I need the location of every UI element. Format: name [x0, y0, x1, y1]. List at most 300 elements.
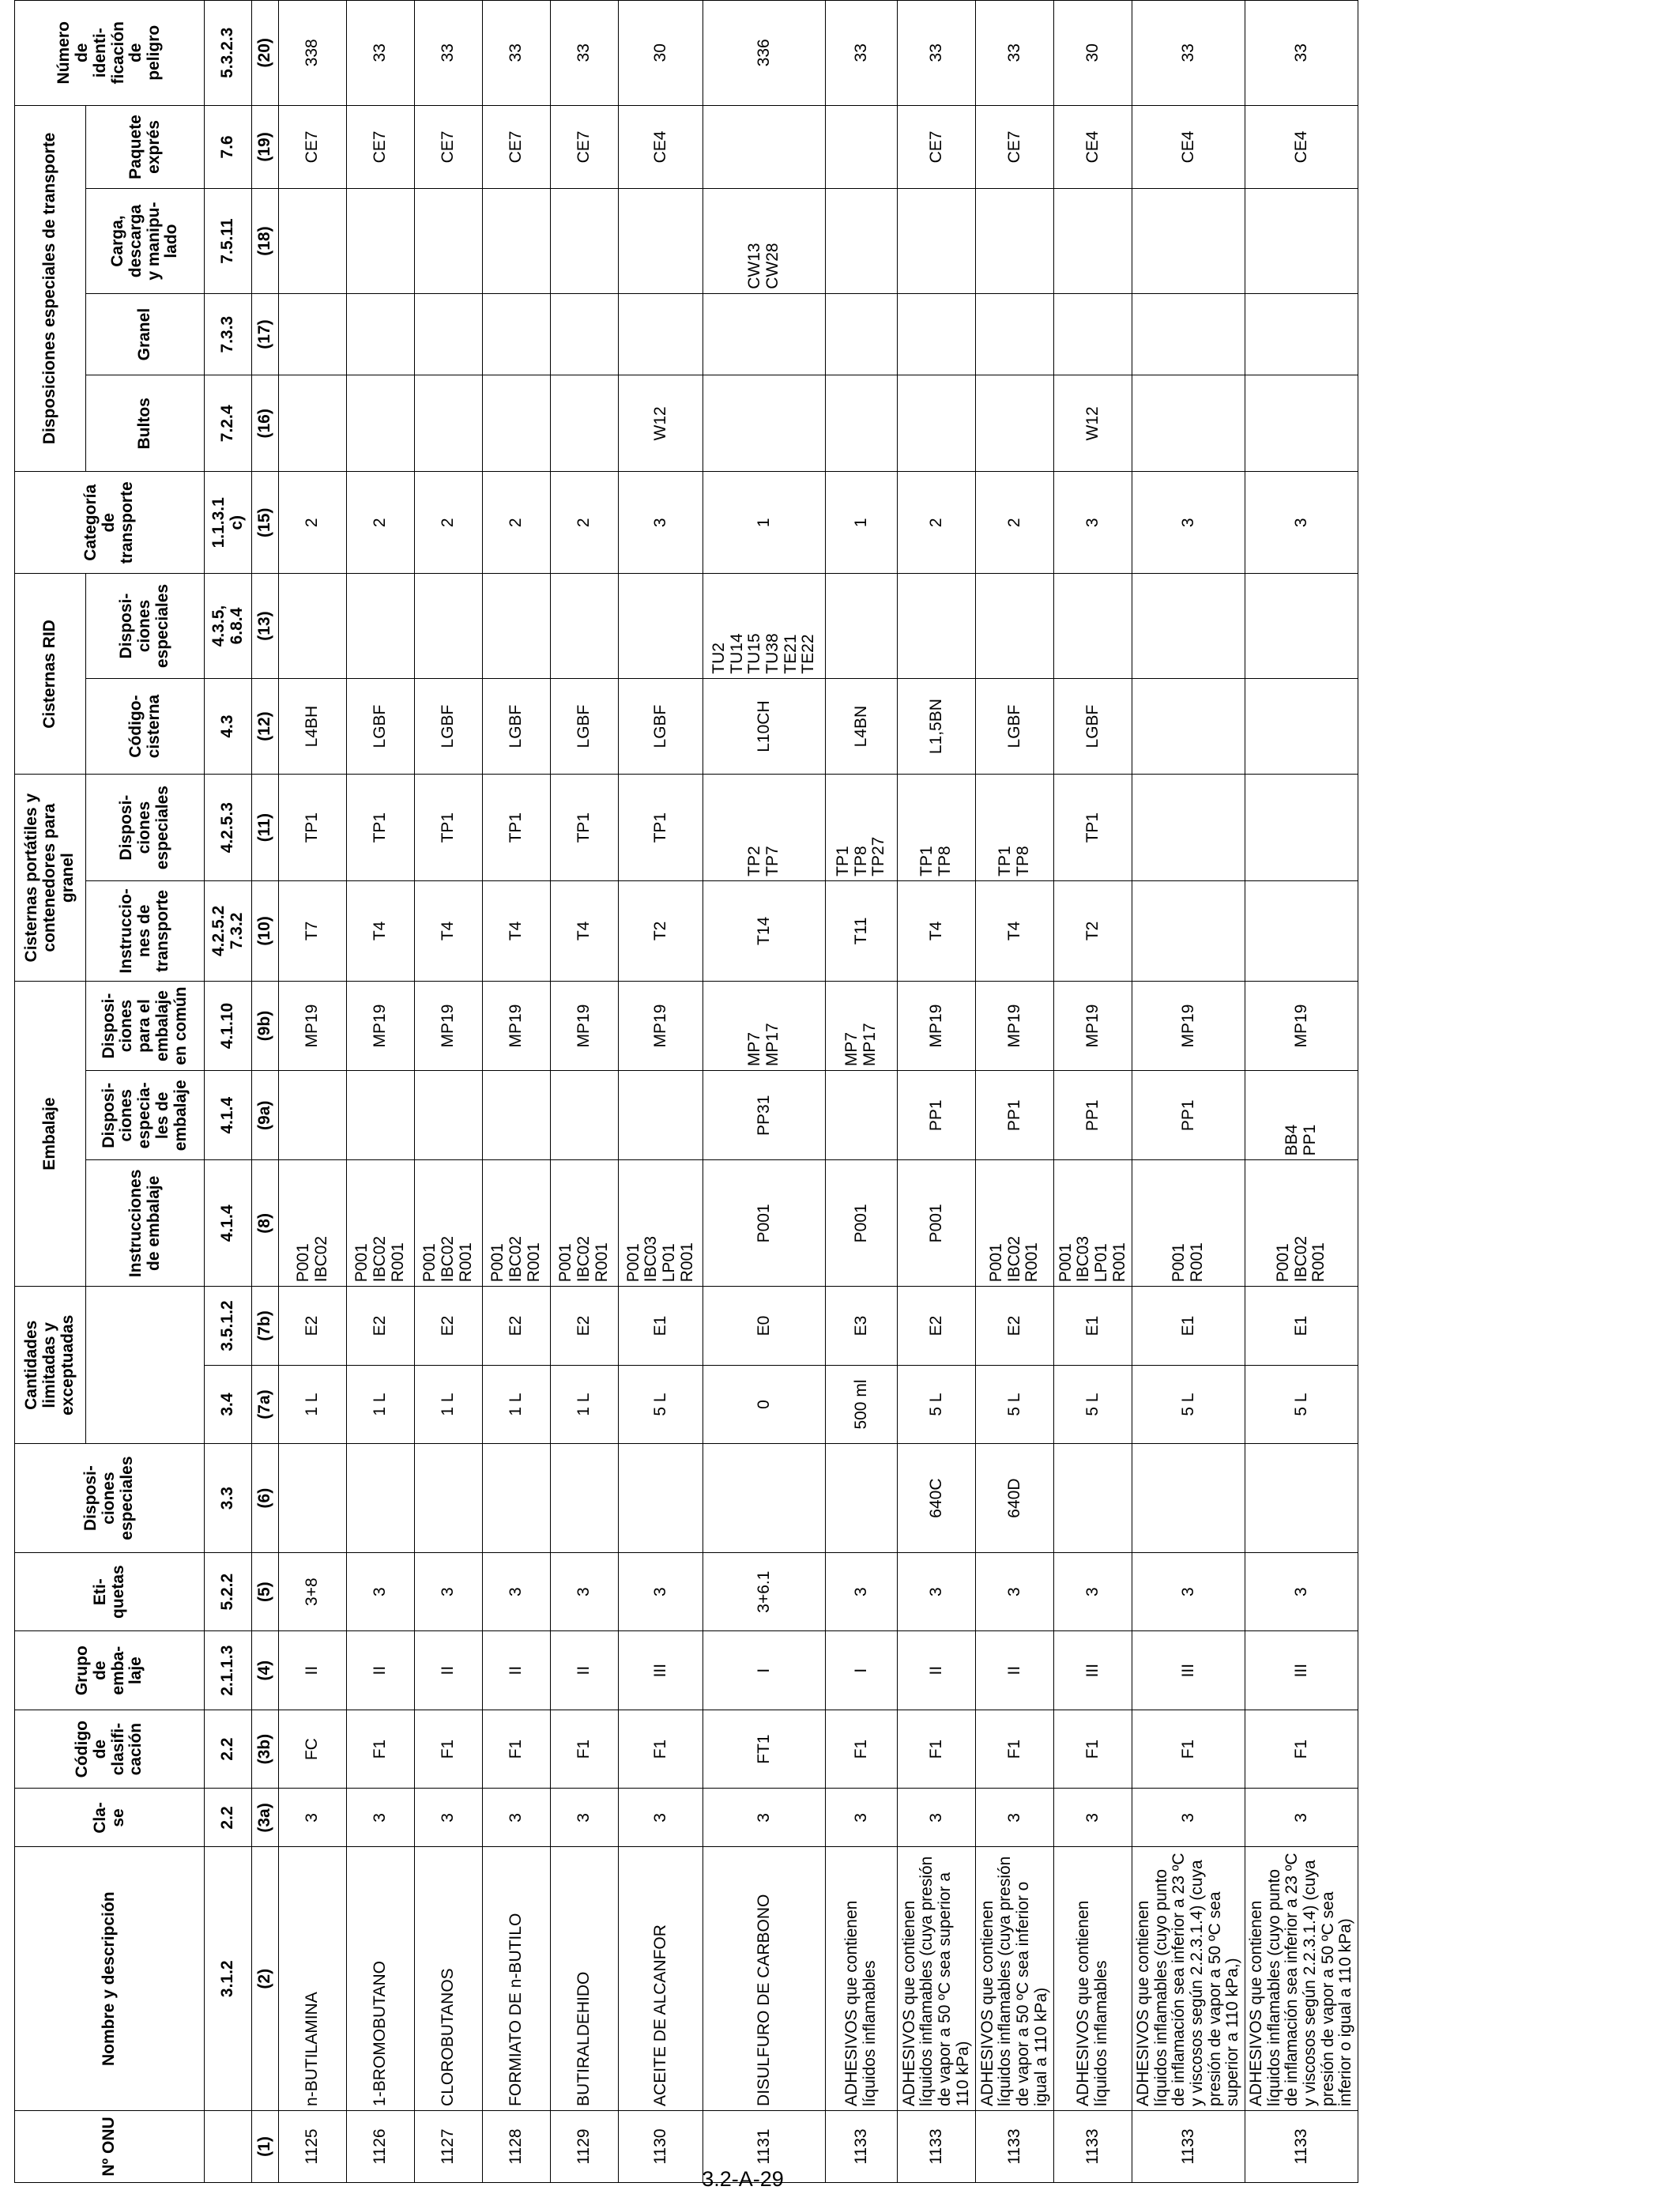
table-cell — [1132, 775, 1245, 880]
column-number-cell: (12) — [252, 678, 279, 775]
table-cell: 5 L — [1054, 1365, 1132, 1444]
table-cell — [1245, 1071, 1358, 1160]
table-cell: CE7 — [279, 105, 347, 189]
table-cell — [619, 1160, 703, 1287]
name-cell: CLOROBUTANOS — [415, 1847, 483, 2110]
table-cell: PP31 — [703, 1071, 826, 1160]
multiline-value: TP1 TP8 TP27 — [833, 836, 888, 876]
table-cell: II — [551, 1631, 619, 1710]
table-cell: E1 — [1132, 1287, 1245, 1366]
header-packaging-group: Embalaje — [15, 981, 86, 1286]
table-cell: 3 — [1054, 1789, 1132, 1847]
table-cell — [1132, 574, 1245, 678]
table-cell — [1245, 189, 1358, 293]
header-transport-category: Categoría de transporte — [15, 472, 205, 574]
table-cell: T7 — [279, 880, 347, 981]
table-cell: 2 — [415, 472, 483, 574]
table-cell: 1 — [703, 472, 826, 574]
table-cell: MP19 — [279, 981, 347, 1070]
table-cell — [619, 1444, 703, 1553]
table-cell: MP19 — [1054, 981, 1132, 1070]
table-cell: 33 — [347, 1, 415, 106]
table-cell — [976, 375, 1054, 472]
table-row — [976, 1, 1054, 2183]
column-number-cell: (13) — [252, 574, 279, 678]
table-cell — [1245, 775, 1358, 880]
column-number-cell: (19) — [252, 105, 279, 189]
table-cell: 33 — [826, 1, 898, 106]
table-cell: 3 — [703, 1789, 826, 1847]
page-number: 3.2-A-29 — [702, 2167, 784, 2191]
table-cell — [1054, 189, 1132, 293]
table-cell: 33 — [1245, 1, 1358, 106]
table-cell: FC — [279, 1710, 347, 1789]
table-cell: 3 — [826, 1552, 898, 1631]
multiline-value: P001 IBC02 R001 — [556, 1235, 611, 1283]
table-cell: 5 L — [619, 1365, 703, 1444]
multiline-value: P001 IBC02 R001 — [420, 1235, 475, 1283]
reference-cell — [205, 2110, 252, 2182]
name-cell: ADHESIVOS que contienen líquidos inflamables — [1054, 1847, 1132, 2110]
table-cell: E2 — [347, 1287, 415, 1366]
table-cell: 3 — [347, 1552, 415, 1631]
header-transport-instructions: Instruccio- nes de transporte — [86, 880, 205, 981]
table-row — [619, 1, 703, 2183]
header-special-provisions: Disposi- ciones especiales — [15, 1444, 205, 1553]
multiline-value: TP1 TP8 — [917, 846, 954, 876]
multiline-value: MP7 MP17 — [745, 1023, 782, 1067]
table-cell: CE4 — [1054, 105, 1132, 189]
table-cell — [826, 105, 898, 189]
table-cell — [483, 189, 551, 293]
table-cell: II — [898, 1631, 976, 1710]
table-cell: MP19 — [898, 981, 976, 1070]
table-cell: II — [976, 1631, 1054, 1710]
table-cell — [551, 293, 619, 375]
table-cell: 1 L — [415, 1365, 483, 1444]
table-cell: LGBF — [551, 678, 619, 775]
table-cell: 5 L — [1132, 1365, 1245, 1444]
table-cell — [279, 1071, 347, 1160]
name-cell: ADHESIVOS que contienen líquidos inflamables (cuyo punto de inflamación sea inferior a 23 ºC y viscosos según 2.2.3.1.4) (cuya presión de vapor a 50 ºC sea inferior o igual a 110 kPa) — [1245, 1847, 1358, 2110]
table-cell: W12 — [1054, 375, 1132, 472]
table-cell: II — [415, 1631, 483, 1710]
table-cell: T4 — [347, 880, 415, 981]
table-cell — [279, 574, 347, 678]
table-cell: 30 — [1054, 1, 1132, 106]
table-cell: T4 — [415, 880, 483, 981]
table-cell: F1 — [483, 1710, 551, 1789]
table-cell — [415, 293, 483, 375]
table-cell: T11 — [826, 880, 898, 981]
table-cell: 33 — [415, 1, 483, 106]
table-cell — [551, 375, 619, 472]
table-cell — [1245, 880, 1358, 981]
table-cell — [1132, 678, 1245, 775]
reference-cell: 2.2 — [205, 1710, 252, 1789]
column-number-cell: (7a) — [252, 1365, 279, 1444]
table-cell: CE4 — [1245, 105, 1358, 189]
dangerous-goods-table-rotated — [14, 0, 1355, 2183]
table-cell: 5 L — [1245, 1365, 1358, 1444]
table-cell — [826, 375, 898, 472]
table-cell: T4 — [898, 880, 976, 981]
table-cell — [483, 574, 551, 678]
table-cell — [279, 293, 347, 375]
table-cell: 338 — [279, 1, 347, 106]
table-cell: 3 — [551, 1789, 619, 1847]
table-cell — [1054, 293, 1132, 375]
reference-cell: 4.3.5, 6.8.4 — [205, 574, 252, 678]
table-cell: I — [826, 1631, 898, 1710]
reference-cell: 1.1.3.1 c) — [205, 472, 252, 574]
un-number-cell: 1133 — [1054, 2110, 1132, 2182]
multiline-value: TP2 TP7 — [745, 846, 782, 876]
un-number-cell: 1133 — [826, 2110, 898, 2182]
un-number-cell: 1129 — [551, 2110, 619, 2182]
table-cell: LGBF — [619, 678, 703, 775]
table-cell — [976, 189, 1054, 293]
table-row — [483, 1, 551, 2183]
table-cell: III — [1132, 1631, 1245, 1710]
table-cell: CE7 — [976, 105, 1054, 189]
table-cell: F1 — [1054, 1710, 1132, 1789]
multiline-value: BB4 PP1 — [1283, 1124, 1320, 1156]
table-cell: 1 L — [279, 1365, 347, 1444]
name-cell: 1-BROMOBUTANO — [347, 1847, 415, 2110]
table-cell: TP1 — [483, 775, 551, 880]
table-cell: LGBF — [1054, 678, 1132, 775]
table-cell: E2 — [898, 1287, 976, 1366]
reference-cell: 7.3.3 — [205, 293, 252, 375]
header-express: Paquete exprés — [86, 105, 205, 189]
table-cell: 2 — [898, 472, 976, 574]
table-cell: E1 — [619, 1287, 703, 1366]
table-cell: CE7 — [347, 105, 415, 189]
header-hazard-id: Número de identi- ficación de peligro — [15, 1, 205, 106]
table-cell: III — [1054, 1631, 1132, 1710]
table-cell — [619, 1071, 703, 1160]
reference-cell: 3.4 — [205, 1365, 252, 1444]
table-cell: 3 — [976, 1789, 1054, 1847]
header-portable-tanks-group: Cisternas portátiles y contenedores para granel — [15, 775, 86, 981]
table-cell — [279, 189, 347, 293]
header-limited-sub-blank — [86, 1287, 205, 1444]
table-cell: 1 L — [483, 1365, 551, 1444]
header-labels: Eti- quetas — [15, 1552, 205, 1631]
reference-row — [205, 1, 252, 2183]
table-cell: PP1 — [898, 1071, 976, 1160]
table-cell — [279, 1444, 347, 1553]
table-cell: 640C — [898, 1444, 976, 1553]
table-cell: 3 — [1245, 1552, 1358, 1631]
table-cell — [976, 775, 1054, 880]
table-cell — [826, 1444, 898, 1553]
column-number-cell: (16) — [252, 375, 279, 472]
table-cell: 3 — [1132, 1789, 1245, 1847]
name-cell: BUTIRALDEHIDO — [551, 1847, 619, 2110]
multiline-value: P001 IBC02 — [293, 1235, 330, 1283]
table-cell: MP19 — [1245, 981, 1358, 1070]
header-row-top — [15, 1, 86, 2183]
un-number-cell: 1133 — [976, 2110, 1054, 2182]
table-cell: 336 — [703, 1, 826, 106]
table-cell: 3 — [826, 1789, 898, 1847]
reference-cell: 4.2.5.2 7.3.2 — [205, 880, 252, 981]
table-cell: 3 — [1132, 1552, 1245, 1631]
table-cell: 3 — [279, 1789, 347, 1847]
table-cell — [976, 293, 1054, 375]
table-cell: T4 — [551, 880, 619, 981]
un-number-cell: 1133 — [1245, 2110, 1358, 2182]
table-cell — [619, 293, 703, 375]
table-cell: III — [1245, 1631, 1358, 1710]
table-cell — [1245, 1444, 1358, 1553]
table-cell — [898, 775, 976, 880]
table-cell: F1 — [619, 1710, 703, 1789]
table-cell: TP1 — [279, 775, 347, 880]
table-cell — [1132, 293, 1245, 375]
reference-cell: 3.3 — [205, 1444, 252, 1553]
table-cell: MP19 — [347, 981, 415, 1070]
column-number-cell: (6) — [252, 1444, 279, 1553]
table-cell: T4 — [976, 880, 1054, 981]
table-cell: F1 — [347, 1710, 415, 1789]
table-cell: 3 — [347, 1789, 415, 1847]
table-cell — [898, 189, 976, 293]
column-number-cell: (9b) — [252, 981, 279, 1070]
un-number-cell: 1127 — [415, 2110, 483, 2182]
table-cell — [619, 574, 703, 678]
table-cell: 3 — [619, 472, 703, 574]
column-number-cell: (18) — [252, 189, 279, 293]
table-cell: PP1 — [1054, 1071, 1132, 1160]
table-cell: 3 — [483, 1552, 551, 1631]
table-cell: 2 — [976, 472, 1054, 574]
table-cell — [1245, 678, 1358, 775]
table-cell: L4BH — [279, 678, 347, 775]
table-cell: CE7 — [483, 105, 551, 189]
header-packing-group: Grupo de emba- laje — [15, 1631, 205, 1710]
table-cell: 3 — [898, 1552, 976, 1631]
header-portable-special: Disposi- ciones especiales — [86, 775, 205, 880]
table-row — [1245, 1, 1358, 2183]
reference-cell: 7.5.11 — [205, 189, 252, 293]
table-cell: T2 — [1054, 880, 1132, 981]
table-cell: 33 — [551, 1, 619, 106]
table-cell — [703, 775, 826, 880]
table-cell — [483, 1160, 551, 1287]
reference-cell: 7.2.4 — [205, 375, 252, 472]
table-cell: 3 — [898, 1789, 976, 1847]
table-cell: MP19 — [619, 981, 703, 1070]
column-number-cell: (7b) — [252, 1287, 279, 1366]
table-cell — [826, 775, 898, 880]
name-cell: ADHESIVOS que contienen líquidos inflamables (cuyo punto de inflamación sea inferior a 23 ºC y viscosos según 2.2.3.1.4) (cuya presión de vapor a 50 ºC sea superior a 110 kPa,) — [1132, 1847, 1245, 2110]
multiline-value: TU2 TU14 TU15 TU38 TE21 TE22 — [709, 633, 818, 674]
table-cell: 5 L — [976, 1365, 1054, 1444]
table-body — [279, 1, 1358, 2183]
table-cell — [347, 293, 415, 375]
table-cell: 3 — [976, 1552, 1054, 1631]
table-cell: E0 — [703, 1287, 826, 1366]
table-cell: PP1 — [1132, 1071, 1245, 1160]
column-number-cell: (4) — [252, 1631, 279, 1710]
table-cell: 3 — [551, 1552, 619, 1631]
table-cell: E1 — [1054, 1287, 1132, 1366]
table-cell: 3 — [1054, 472, 1132, 574]
table-cell: MP19 — [415, 981, 483, 1070]
table-cell: F1 — [1245, 1710, 1358, 1789]
table-cell: 3 — [415, 1552, 483, 1631]
table-cell: FT1 — [703, 1710, 826, 1789]
table-cell: T2 — [619, 880, 703, 981]
table-row — [898, 1, 976, 2183]
column-number-cell: (10) — [252, 880, 279, 981]
header-un-number: Nº ONU — [15, 2110, 205, 2182]
table-cell: W12 — [619, 375, 703, 472]
table-cell — [898, 375, 976, 472]
table-cell: LGBF — [347, 678, 415, 775]
table-cell: L1,5BN — [898, 678, 976, 775]
table-cell: 500 ml — [826, 1365, 898, 1444]
reference-cell: 5.2.2 — [205, 1552, 252, 1631]
table-cell: LGBF — [483, 678, 551, 775]
table-cell — [415, 189, 483, 293]
column-number-cell: (5) — [252, 1552, 279, 1631]
table-cell: I — [703, 1631, 826, 1710]
table-cell: TP1 — [347, 775, 415, 880]
table-cell — [703, 574, 826, 678]
table-cell: III — [619, 1631, 703, 1710]
table-cell: T14 — [703, 880, 826, 981]
table-cell: E2 — [279, 1287, 347, 1366]
header-rid-tanks-group: Cisternas RID — [15, 574, 86, 775]
table-cell: 3 — [1054, 1552, 1132, 1631]
multiline-value: P001 IBC03 LP01 R001 — [1056, 1235, 1128, 1283]
table-cell — [898, 293, 976, 375]
table-cell: TP1 — [1054, 775, 1132, 880]
table-cell — [976, 574, 1054, 678]
table-cell — [1132, 880, 1245, 981]
reference-cell: 3.1.2 — [205, 1847, 252, 2110]
table-cell — [347, 189, 415, 293]
table-cell — [415, 574, 483, 678]
reference-cell: 4.3 — [205, 678, 252, 775]
multiline-value: P001 IBC02 R001 — [1274, 1235, 1328, 1283]
table-cell — [1132, 375, 1245, 472]
table-cell: 3 — [1245, 1789, 1358, 1847]
table-cell — [703, 189, 826, 293]
table-cell — [703, 105, 826, 189]
column-number-cell: (9a) — [252, 1071, 279, 1160]
table-cell: 1 L — [347, 1365, 415, 1444]
name-cell: DISULFURO DE CARBONO — [703, 1847, 826, 2110]
reference-cell: 7.6 — [205, 105, 252, 189]
table-cell — [279, 375, 347, 472]
table-cell: F1 — [976, 1710, 1054, 1789]
table-cell — [1054, 574, 1132, 678]
table-cell: 3+8 — [279, 1552, 347, 1631]
header-name-description: Nombre y descripción — [15, 1847, 205, 2110]
header-special-transport-group: Disposiciones especiales de transporte — [15, 105, 86, 472]
table-cell: CE4 — [619, 105, 703, 189]
table-cell: CE4 — [1132, 105, 1245, 189]
name-cell: n-BUTILAMINA — [279, 1847, 347, 2110]
table-row — [415, 1, 483, 2183]
table-cell — [483, 375, 551, 472]
column-number-cell: (11) — [252, 775, 279, 880]
multiline-value: TP1 TP8 — [996, 846, 1032, 876]
reference-cell: 3.5.1.2 — [205, 1287, 252, 1366]
table-cell: E1 — [1245, 1287, 1358, 1366]
table-cell: E2 — [976, 1287, 1054, 1366]
header-class: Cla- se — [15, 1789, 205, 1847]
header-packing-instructions: Instrucciones de embalaje — [86, 1160, 205, 1287]
name-cell: ADHESIVOS que contienen líquidos inflamables (cuya presión de vapor a 50 ºC sea inferior o igual a 110 kPa) — [976, 1847, 1054, 2110]
table-cell — [347, 574, 415, 678]
table-cell — [551, 1444, 619, 1553]
table-cell: 33 — [976, 1, 1054, 106]
header-mixed-packing: Disposi- ciones para el embalaje en común — [86, 981, 205, 1070]
table-cell: 2 — [551, 472, 619, 574]
table-cell — [703, 293, 826, 375]
multiline-value: P001 IBC02 R001 — [986, 1235, 1042, 1283]
column-number-row — [252, 1, 279, 2183]
table-cell — [703, 981, 826, 1070]
table-cell — [826, 1071, 898, 1160]
un-number-cell: 1126 — [347, 2110, 415, 2182]
table-cell — [1245, 293, 1358, 375]
table-cell — [279, 1160, 347, 1287]
table-cell — [703, 375, 826, 472]
reference-cell: 4.1.10 — [205, 981, 252, 1070]
column-number-cell: (15) — [252, 472, 279, 574]
name-cell: ACEITE DE ALCANFOR — [619, 1847, 703, 2110]
table-cell: MP19 — [1132, 981, 1245, 1070]
table-cell: 3 — [483, 1789, 551, 1847]
table-cell: TP1 — [619, 775, 703, 880]
table-cell: CE7 — [551, 105, 619, 189]
table-cell — [826, 189, 898, 293]
table-cell: TP1 — [551, 775, 619, 880]
table-cell — [976, 1160, 1054, 1287]
column-number-cell: (8) — [252, 1160, 279, 1287]
table-cell — [347, 375, 415, 472]
reference-cell: 4.1.4 — [205, 1071, 252, 1160]
table-cell: 2 — [347, 472, 415, 574]
table-row — [826, 1, 898, 2183]
table-cell: T4 — [483, 880, 551, 981]
header-packages: Bultos — [86, 375, 205, 472]
table-row — [703, 1, 826, 2183]
table-cell: 3 — [415, 1789, 483, 1847]
table-cell: 3 — [619, 1789, 703, 1847]
un-number-cell: 1133 — [1132, 2110, 1245, 2182]
name-cell: ADHESIVOS que contienen líquidos inflamables — [826, 1847, 898, 2110]
table-cell: 3 — [619, 1552, 703, 1631]
table-cell: E3 — [826, 1287, 898, 1366]
column-number-cell: (17) — [252, 293, 279, 375]
table-cell: 5 L — [898, 1365, 976, 1444]
table-cell — [347, 1444, 415, 1553]
column-number-cell: (1) — [252, 2110, 279, 2182]
table-cell: P001 — [703, 1160, 826, 1287]
table-cell — [619, 189, 703, 293]
reference-cell: 4.2.5.3 — [205, 775, 252, 880]
dangerous-goods-table — [14, 0, 1358, 2183]
table-cell: 33 — [1132, 1, 1245, 106]
